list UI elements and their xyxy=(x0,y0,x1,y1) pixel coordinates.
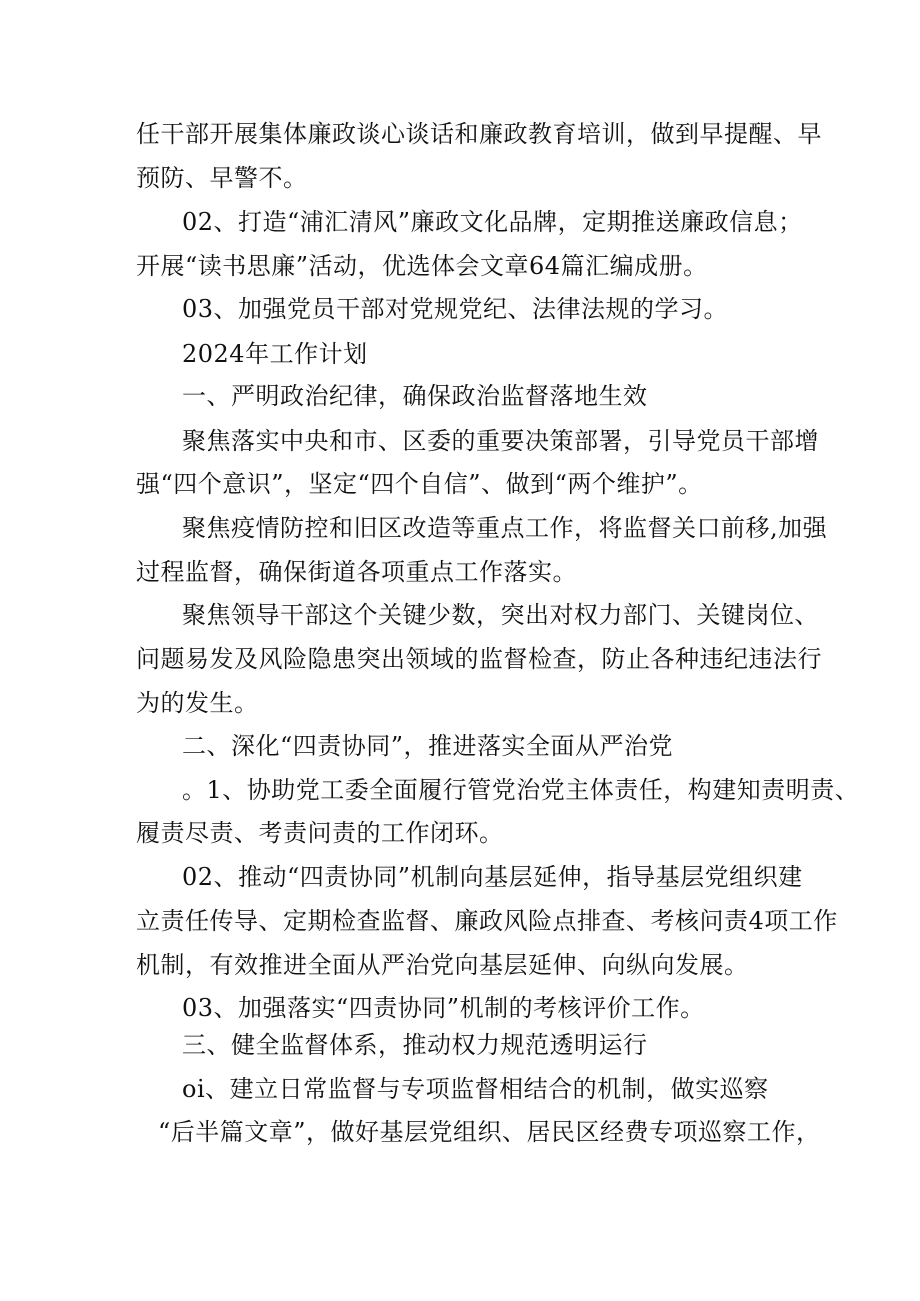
text-line: 开展“读书思廉”活动，优选体会文章64篇汇编成册。 xyxy=(136,252,708,280)
paragraph-heading-03: 03、加强党员干部对党规党纪、法律法规的学习。 xyxy=(182,295,729,323)
text-line: 聚焦领导干部这个关键少数，突出对权力部门、关键岗位、 xyxy=(182,601,819,629)
text-line: 为的发生。 xyxy=(136,689,259,717)
paragraph-heading-02b: 02、推动“四责协同”机制向基层延伸，指导基层党组织建 xyxy=(182,863,803,891)
text-line: 预防、早警不。 xyxy=(136,164,308,192)
paragraph-heading-02: 02、打造“浦汇清风”廉政文化品牌，定期推送廉政信息； xyxy=(182,208,803,236)
text-line: 履责尽责、考责问责的工作闭环。 xyxy=(136,819,504,847)
text-line: 机制，有效推进全面从严治党向基层延伸、向纵向发展。 xyxy=(136,951,749,979)
text-line: 强“四个意识”，坚定“四个自信”、做到“两个维护”。 xyxy=(136,470,703,498)
text-line: 聚焦疫情防控和旧区改造等重点工作，将监督关口前移,加强 xyxy=(182,514,828,542)
paragraph-heading-oi: oi、建立日常监督与专项监督相结合的机制，做实巡察 xyxy=(182,1075,769,1103)
text-line: 问题易发及风险隐患突出领域的监督检查，防止各种违纪违法行 xyxy=(136,645,822,673)
text-line: 立责任传导、定期检查监督、廉政风险点排查、考核问责4项工作 xyxy=(136,907,838,935)
section-heading-3: 三、健全监督体系，推动权力规范透明运行 xyxy=(182,1031,648,1059)
section-heading-1: 一、严明政治纪律，确保政治监督落地生效 xyxy=(182,382,648,410)
paragraph-heading-01: 。1、协助党工委全面履行管党治党主体责任，构建知责明责、 xyxy=(182,776,860,804)
text-line: “后半篇文章”，做好基层党组织、居民区经费专项巡察工作， xyxy=(158,1118,821,1146)
text-line: 聚焦落实中央和市、区委的重要决策部署，引导党员干部增 xyxy=(182,427,819,455)
section-heading-2: 二、深化“四责协同”，推进落实全面从严治党 xyxy=(182,732,674,760)
text-line: 过程监督，确保街道各项重点工作落实。 xyxy=(136,558,577,586)
text-line: 任干部开展集体廉政谈心谈话和廉政教育培训，做到早提醒、早 xyxy=(136,120,822,148)
section-title-plan: 2024年工作计划 xyxy=(182,340,368,368)
paragraph-heading-03b: 03、加强落实“四责协同”机制的考核评价工作。 xyxy=(182,994,705,1022)
